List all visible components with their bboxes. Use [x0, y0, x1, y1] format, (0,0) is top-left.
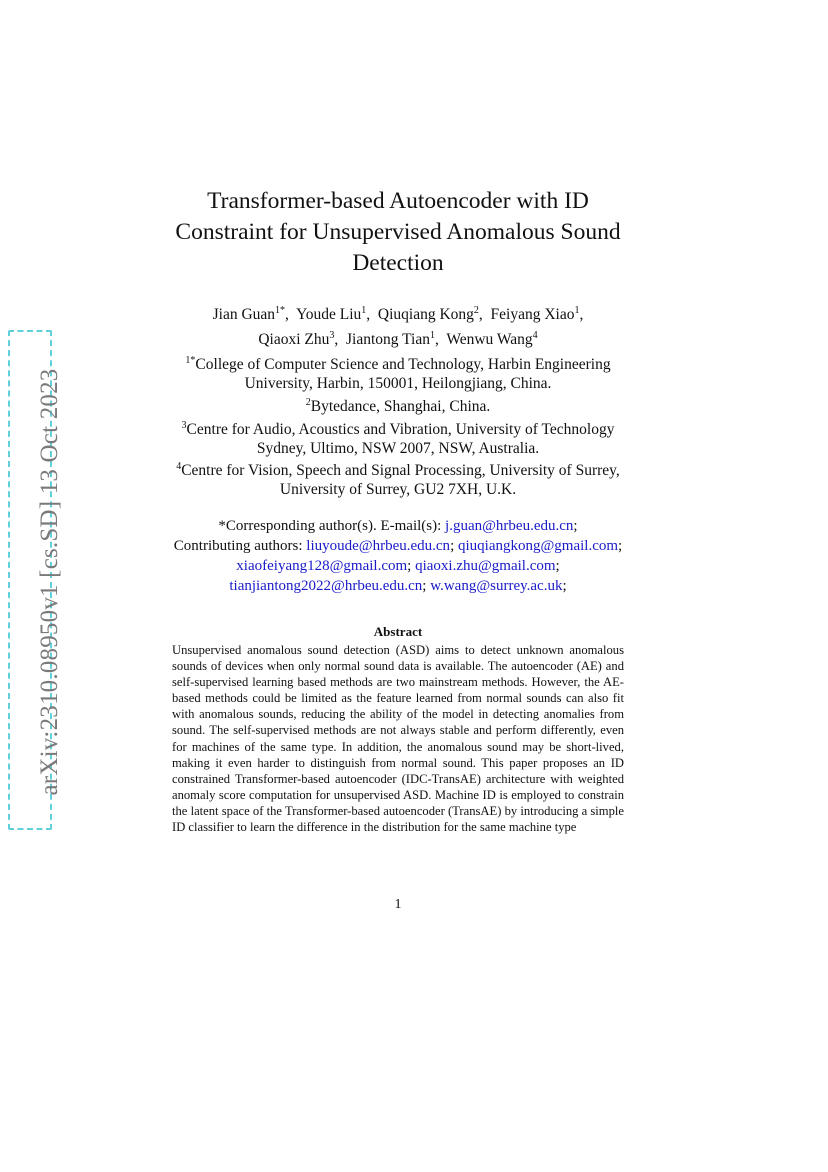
corresponding-email-link[interactable]: j.guan@hrbeu.edu.cn — [445, 518, 574, 534]
author-affiliation-mark: 1 — [361, 305, 367, 316]
affiliation-mark: 4 — [176, 461, 182, 473]
affiliation-mark: 2 — [305, 396, 311, 408]
author-name: Jian Guan — [212, 306, 276, 324]
affiliation-text: Bytedance, Shanghai, China. — [310, 397, 491, 415]
abstract-body — [172, 642, 624, 835]
title-line-3: Detection — [352, 250, 444, 276]
author-affiliation-mark: 3 — [329, 330, 335, 342]
author-name: Feiyang Xiao — [490, 306, 575, 324]
email-link[interactable]: qiuqiangkong@gmail.com — [457, 538, 619, 554]
author-affiliation-mark: 2 — [473, 305, 479, 316]
abstract-text: Unsupervised anomalous sound detection (ASD) aims to detect unknown anomalous sounds of devices when only normal sound data is available. The autoencoder (AE) and self-supervised learning based methods are two mainstream methods. However, the AE-based methods could be limited as the feature learned from normal sounds can also fit with anomalous sounds, reducing the ability of the model in detecting anomalies from sound. The self-supervised methods are not always stable and perform differently, even for machines of the same type. In addition, the anomalous sound may be short-lived, making it even harder to distinguish from normal sound. This paper proposes an ID constrained Transformer-based autoencoder (IDC-TransAE) architecture with weighted anomaly score computation for unsupervised ASD. Machine ID is employed to constrain the latent space of the Transformer-based autoencoder (TransAE) by introducing a simple ID classifier to learn the difference in the distribution for the same machine type — [172, 643, 624, 835]
affiliation-4 — [150, 458, 646, 500]
author-affiliation-mark: 4 — [532, 330, 538, 342]
abstract-heading: Abstract — [373, 624, 423, 639]
paper-title — [140, 186, 656, 279]
contributing-label: Contributing authors: — [173, 538, 307, 554]
correspondence-block: *Corresponding author(s). E-mail(s): j.guan@hrbeu.edu.cn; Contributing authors: liuyoude@hrbeu.edu.cn; qiuqiangkong@gmail.com; xiaofeiyang128@gmail.com; qiaoxi.zhu@gmail.com; tianjiantong2022@hrbeu.edu.cn; w.wang@surrey.ac.uk; — [173, 518, 623, 594]
affiliation-3 — [150, 417, 646, 459]
author-name: Jiantong Tian — [345, 331, 430, 349]
author-affiliation-mark: 1 — [574, 305, 580, 316]
author-list — [150, 300, 646, 350]
affiliation-2 — [150, 394, 646, 417]
arxiv-identifier[interactable]: arXiv:2310.08950v1 [cs.SD] 13 Oct 2023 — [36, 368, 63, 796]
page-number: 1 — [394, 897, 402, 912]
affiliation-text: Sydney, Ultimo, NSW 2007, NSW, Australia. — [256, 439, 540, 457]
author-affiliation-mark: 1* — [275, 305, 286, 316]
author-name: Qiaoxi Zhu — [258, 331, 330, 349]
author-line-2: Qiaoxi Zhu$^3$, Jiantong Tian$^1$, Wenwu Wang$^4$ — [258, 330, 538, 349]
email-link[interactable]: xiaofeiyang128@gmail.com — [236, 558, 408, 574]
email-link[interactable]: liuyoude@hrbeu.edu.cn — [306, 538, 451, 554]
author-name: Youde Liu — [296, 306, 362, 324]
author-affiliation-mark: 1 — [429, 330, 435, 342]
affiliation-text: University, Harbin, 150001, Heilongjiang, China. — [244, 374, 552, 392]
affiliation-text: Centre for Vision, Speech and Signal Processing, University of Surrey, — [181, 462, 620, 480]
corresponding-label: *Corresponding author(s). E-mail(s): — [218, 518, 446, 534]
affiliation-text: College of Computer Science and Technology, Harbin Engineering — [195, 356, 611, 374]
affiliation-1 — [150, 352, 646, 394]
author-name: Qiuqiang Kong — [377, 306, 474, 324]
email-link[interactable]: tianjiantong2022@hrbeu.edu.cn — [229, 578, 423, 594]
title-line-2: Constraint for Unsupervised Anomalous Sound — [175, 219, 621, 245]
affiliation-text: University of Surrey, GU2 7XH, U.K. — [279, 481, 517, 499]
author-name: Wenwu Wang — [446, 331, 533, 349]
title-line-1: Transformer-based Autoencoder with ID — [207, 188, 589, 214]
email-link[interactable]: w.wang@surrey.ac.uk — [430, 578, 563, 594]
email-link[interactable]: qiaoxi.zhu@gmail.com — [415, 558, 556, 574]
affiliation-list — [150, 352, 646, 500]
affiliation-mark: 1* — [185, 355, 196, 366]
affiliation-text: Centre for Audio, Acoustics and Vibration, University of Technology — [186, 420, 615, 438]
author-line-1: Jian Guan$^{1*}$, Youde Liu$^1$, Qiuqiang Kong$^2$, Feiyang Xiao$^1$, — [212, 305, 584, 324]
affiliation-mark: 3 — [181, 419, 187, 431]
